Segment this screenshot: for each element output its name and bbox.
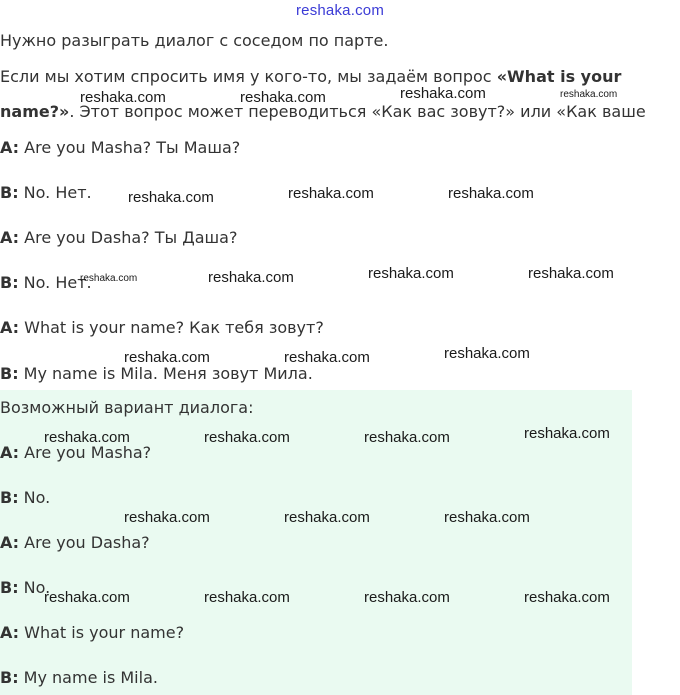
- speaker-label: B:: [0, 364, 19, 383]
- watermark: reshaka.com: [364, 429, 450, 446]
- variant-line: [0, 533, 150, 553]
- watermark: reshaka.com: [444, 509, 530, 526]
- watermark: reshaka.com: [124, 509, 210, 526]
- dialog-text: Are you Dasha?: [19, 533, 150, 552]
- dialog1-line: [0, 364, 313, 384]
- watermark: reshaka.com: [560, 89, 618, 100]
- watermark: reshaka.com: [364, 589, 450, 606]
- explanation-text-start: Если мы хотим спросить имя у кого-то, мы задаём вопрос: [0, 67, 497, 86]
- variant-title: Возможный вариант диалога:: [0, 398, 254, 417]
- explanation-question-part-2: name?»: [0, 102, 70, 121]
- watermark: reshaka.com: [44, 589, 130, 606]
- watermark: reshaka.com: [448, 185, 534, 202]
- watermark: reshaka.com: [204, 589, 290, 606]
- watermark: reshaka.com: [444, 345, 530, 362]
- watermark: reshaka.com: [284, 509, 370, 526]
- speaker-label: A:: [0, 623, 20, 642]
- speaker-label: A:: [0, 443, 20, 462]
- watermark: reshaka.com: [524, 425, 610, 442]
- watermark: reshaka.com: [204, 429, 290, 446]
- dialog1-line: [0, 318, 324, 338]
- speaker-label: B:: [0, 488, 19, 507]
- dialog1-line: [0, 138, 240, 158]
- dialog-text: My name is Mila. Меня зовут Мила.: [18, 364, 313, 383]
- site-header-link[interactable]: reshaka.com: [295, 2, 385, 19]
- watermark: reshaka.com: [128, 189, 214, 206]
- dialog-text: Are you Masha? Ты Маша?: [19, 138, 241, 157]
- watermark: reshaka.com: [124, 349, 210, 366]
- watermark: reshaka.com: [208, 269, 294, 286]
- speaker-label: A:: [0, 228, 20, 247]
- dialog-text: My name is Mila.: [18, 668, 158, 687]
- watermark: reshaka.com: [368, 265, 454, 282]
- speaker-label: A:: [0, 138, 20, 157]
- watermark: reshaka.com: [80, 273, 138, 284]
- explanation-question-part-1: «What is your: [496, 67, 622, 86]
- dialog1-line: [0, 183, 92, 203]
- watermark: reshaka.com: [80, 89, 166, 106]
- variant-line: [0, 623, 184, 643]
- speaker-label: B:: [0, 183, 19, 202]
- variant-line: [0, 488, 50, 508]
- dialog-text: What is your name?: [19, 623, 185, 642]
- dialog1-line: [0, 273, 92, 293]
- explanation-text-end: . Этот вопрос может переводиться «Как вас зовут?» или «Как ваше: [69, 102, 646, 121]
- dialog-text: Are you Masha?: [19, 443, 152, 462]
- watermark: reshaka.com: [524, 589, 610, 606]
- variant-line: [0, 578, 50, 598]
- speaker-label: B:: [0, 273, 19, 292]
- watermark: reshaka.com: [284, 349, 370, 366]
- dialog-text: No. Нет.: [18, 183, 92, 202]
- speaker-label: A:: [0, 533, 20, 552]
- dialog-text: No.: [18, 578, 51, 597]
- speaker-label: A:: [0, 318, 20, 337]
- watermark: reshaka.com: [400, 85, 486, 102]
- speaker-label: B:: [0, 578, 19, 597]
- watermark: reshaka.com: [240, 89, 326, 106]
- watermark: reshaka.com: [288, 185, 374, 202]
- watermark: reshaka.com: [528, 265, 614, 282]
- explanation-line-1: [0, 67, 621, 87]
- dialog-text: No.: [18, 488, 51, 507]
- task-text: Нужно разыграть диалог с соседом по парте.: [0, 31, 389, 50]
- dialog-text: What is your name? Как тебя зовут?: [19, 318, 324, 337]
- dialog-text: Are you Dasha? Ты Даша?: [19, 228, 238, 247]
- speaker-label: B:: [0, 668, 19, 687]
- watermark: reshaka.com: [44, 429, 130, 446]
- dialog1-line: [0, 228, 237, 248]
- dialog-text: No. Нет.: [18, 273, 92, 292]
- variant-line: [0, 668, 158, 688]
- variant-line: [0, 443, 151, 463]
